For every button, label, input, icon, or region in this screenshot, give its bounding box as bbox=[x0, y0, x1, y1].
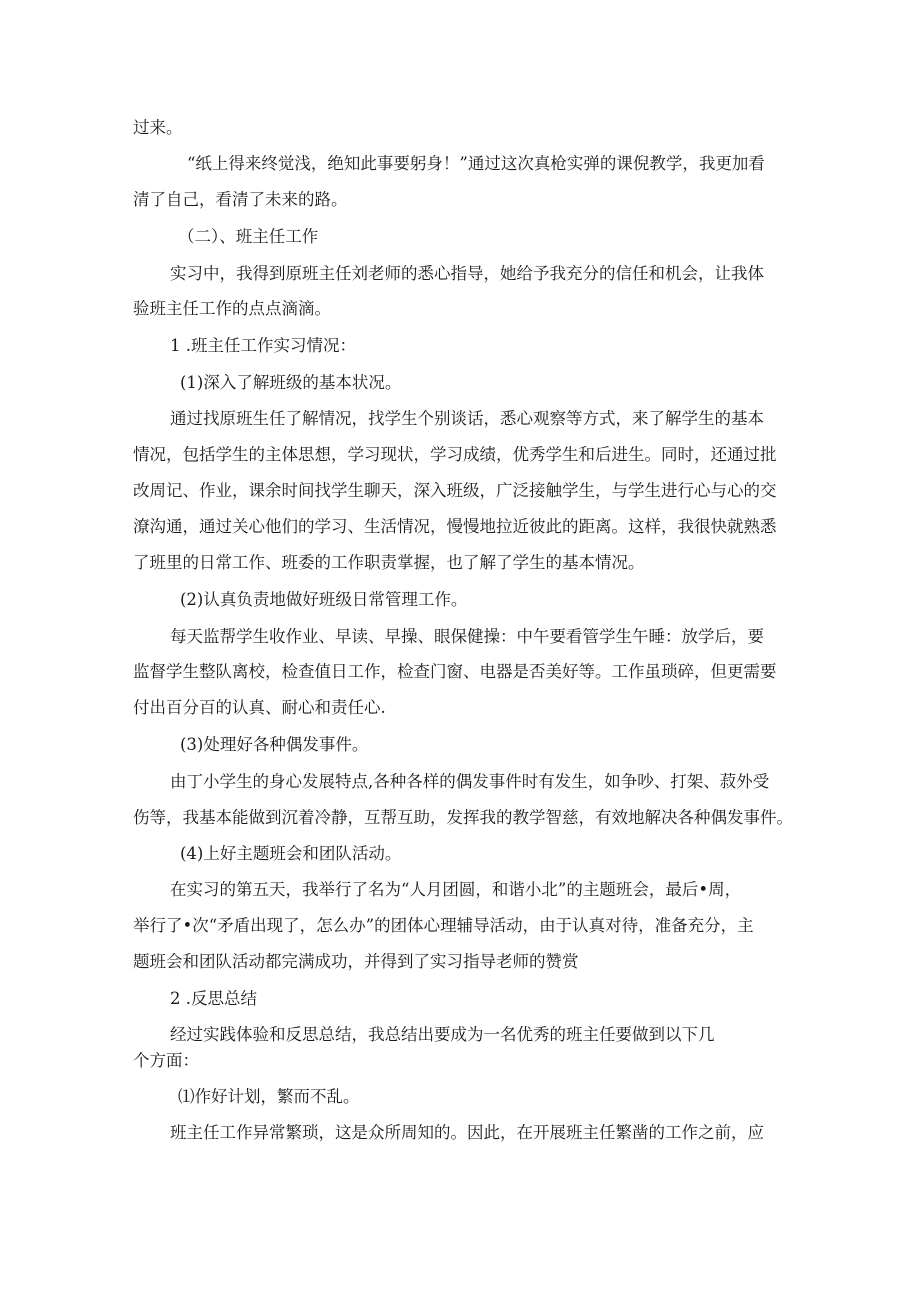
item-heading: (4)上好主题班会和团队活动。 bbox=[180, 844, 402, 863]
text-line: “纸上得来终觉浅，绝知此事要躬身！”通过这次真枪实弹的课倪教学，我更加看 bbox=[187, 154, 765, 173]
text-line: 付出百分百的认真、耐心和责任心. bbox=[133, 698, 386, 717]
text-line: 伤等，我基本能做到沉着冷静，互帮互助，发挥我的教学智慈，有效地解决各种偶发事件。 bbox=[133, 808, 793, 827]
text-line: 题班会和团队活动都完满成功，并得到了实习指导老师的赞赏 bbox=[133, 952, 579, 971]
subheading: 2 .反思总结 bbox=[170, 989, 257, 1008]
item-heading: (2)认真负责地做好班级日常管理工作。 bbox=[180, 590, 468, 609]
text-line: 在实习的第五天，我举行了名为“人月团圆，和谐小北”的主题班会，最后•周， bbox=[170, 880, 742, 899]
text-line: 过来。 bbox=[133, 118, 183, 137]
text-line: 个方面： bbox=[133, 1051, 199, 1070]
text-line: 情况，包括学生的主体思想，学习现状，学习成绩，优秀学生和后进生。同时，还通过批 bbox=[133, 445, 777, 464]
text-line: 实习中，我得到原班主任刘老师的悉心指导，她给予我充分的信任和机会，让我体 bbox=[170, 264, 764, 283]
item-heading: ⑴作好计划，繁而不乱。 bbox=[178, 1087, 360, 1106]
text-line: 改周记、作业，课余时间找学生聊天，深入班级，广泛接触学生，与学生进行心与心的交 bbox=[133, 481, 777, 500]
text-line: 举行了•次“矛盾出现了，怎么办”的团体心理辅导活动，由于认真对待，准备充分，主 bbox=[133, 916, 754, 935]
text-line: 由丁小学生的身心发展特点,各种各样的偶发事件时有发生，如争吵、打架、菽外受 bbox=[170, 772, 770, 791]
text-line: 验班主任工作的点点滴滴。 bbox=[133, 299, 331, 318]
subheading: 1 .班主任工作实习情况： bbox=[170, 336, 356, 355]
text-line: 清了自己，看清了未来的路。 bbox=[133, 190, 348, 209]
text-line: 班主任工作异常繁琐，这是众所周知的。因此，在开展班主任繁凿的工作之前，应 bbox=[170, 1123, 764, 1142]
item-heading: (1)深入了解班级的基本状况。 bbox=[180, 373, 402, 392]
section-heading: （二）、班主任工作 bbox=[178, 227, 319, 246]
text-line: 经过实践体验和反思总结，我总结出要成为一名优秀的班主任要做到以下几 bbox=[170, 1025, 715, 1044]
text-line: 监督学生整队离校，检查值日工作，检查门窗、电器是否美好等。工作虽琐碎，但更需要 bbox=[133, 662, 777, 681]
text-line: 通过找原班生任了解情况，找学生个别谈话，悉心观察等方式，来了解学生的基本 bbox=[170, 409, 764, 428]
text-line: 每天监帮学生收作业、早读、早操、眼保健操：中午要看管学生午睡：放学后，要 bbox=[170, 627, 764, 646]
item-heading: (3)处理好各种偶发事件。 bbox=[180, 735, 369, 754]
text-line: 潦沟通，通过关心他们的学习、生活情况，慢慢地拉近彼此的距离。这样，我很快就熟悉 bbox=[133, 517, 777, 536]
text-line: 了班里的日常工作、班委的工作职责掌握，也了解了学生的基本情况。 bbox=[133, 553, 645, 572]
